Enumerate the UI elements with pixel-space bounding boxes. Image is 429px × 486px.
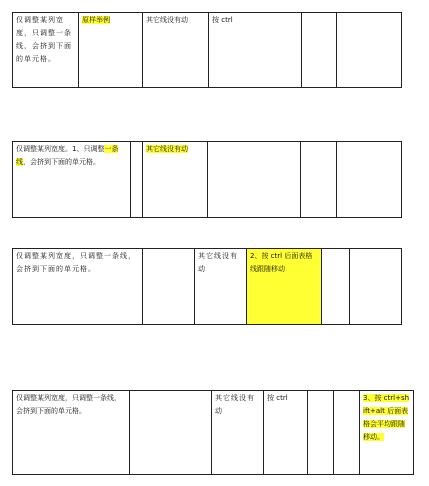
cell-empty[interactable] — [337, 13, 402, 88]
cell-other-lines[interactable]: 其它线没有动 — [212, 391, 264, 475]
table-example-4 — [12, 390, 414, 475]
cell-empty[interactable] — [350, 249, 402, 325]
cell-other-lines[interactable]: 其它线没有动 — [195, 249, 247, 325]
table-example-3 — [12, 248, 402, 325]
highlighted-text: 3、按 ctrl+shift+alt 后面表格会平均跟随移动。 — [363, 394, 410, 441]
cell-empty[interactable] — [208, 142, 301, 218]
highlighted-text: 一条线 — [16, 145, 119, 166]
cell-empty[interactable] — [334, 391, 360, 475]
cell-ctrl-note[interactable]: 2、按 ctrl 后面表格线跟随移动 — [247, 249, 322, 325]
cell-empty[interactable] — [308, 391, 334, 475]
cell-original-example[interactable] — [79, 13, 143, 88]
highlighted-text: 其它线没有动 — [146, 145, 188, 153]
cell-ctrl-note[interactable]: 按 ctrl — [264, 391, 308, 475]
cell-empty[interactable] — [130, 391, 212, 475]
cell-empty[interactable] — [301, 142, 337, 218]
table-example-1 — [12, 12, 402, 88]
cell-other-lines[interactable]: 其它线没有动 — [143, 13, 209, 88]
cell-empty[interactable] — [337, 142, 402, 218]
cell-description[interactable]: 仅调整某列宽度，只调整一条线，会挤到下面的单元格。 — [13, 391, 130, 475]
cell-ctrl-shift-alt-note[interactable] — [360, 391, 414, 475]
cell-ctrl-note[interactable]: 按 ctrl — [209, 13, 302, 88]
cell-description[interactable]: 仅调整某列宽度，只调整一条线，会挤到下面的单元格。 — [13, 13, 79, 88]
cell-empty[interactable] — [131, 142, 143, 218]
table-example-2 — [12, 141, 402, 218]
cell-empty[interactable] — [143, 249, 195, 325]
cell-empty[interactable] — [302, 13, 337, 88]
cell-description[interactable]: 仅调整某列宽度。1、只调整一条线，会挤到下面的单元格。 — [13, 142, 131, 218]
cell-other-lines[interactable] — [143, 142, 208, 218]
cell-empty[interactable] — [322, 249, 350, 325]
cell-description[interactable]: 仅调整某列宽度，只调整一条线，会挤到下面的单元格。 — [13, 249, 143, 325]
highlighted-text: 原样举例 — [82, 16, 110, 24]
